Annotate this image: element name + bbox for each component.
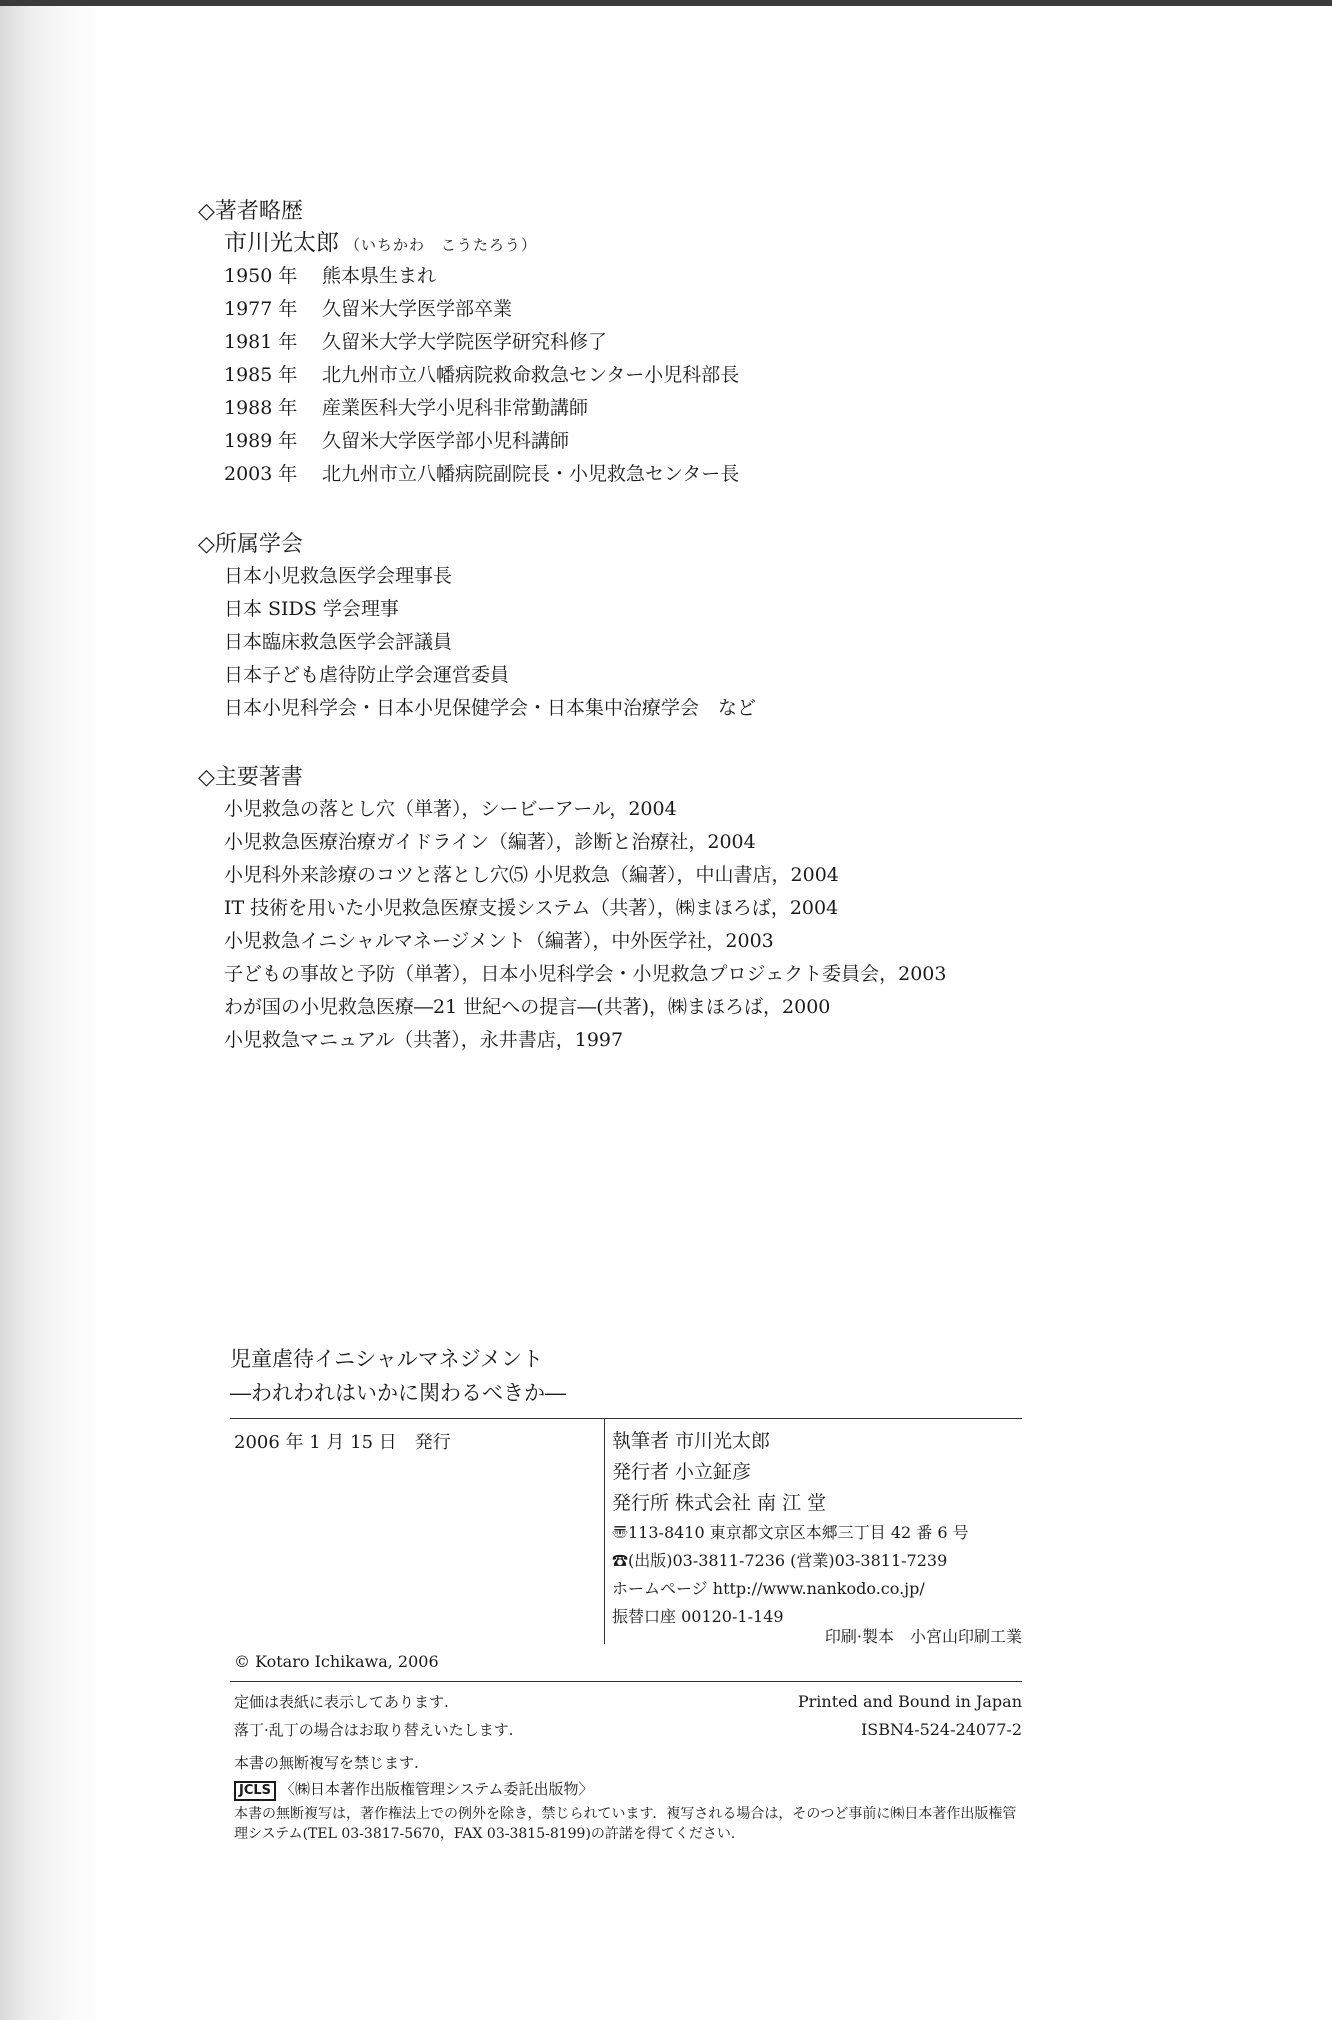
isbn: ISBN4-524-24077-2 <box>860 1720 1022 1739</box>
bio-entry <box>224 326 739 359</box>
work-item: 小児救急イニシャルマネージメント（編著），中外医学社，2003 <box>224 930 774 952</box>
jcls-text: 〈㈱日本著作出版権管理システム委託出版物〉 <box>280 1780 594 1798</box>
author-name: 市川光太郎 <box>224 230 339 256</box>
copy-ban: 本書の無断複写を禁じます. <box>234 1754 419 1772</box>
printer-credit: 印刷·製本 小宮山印刷工業 <box>824 1627 1022 1646</box>
affiliated-societies <box>198 530 756 725</box>
printed-in: Printed and Bound in Japan <box>797 1692 1022 1711</box>
bio-entry-year: 1985 年 <box>224 364 298 386</box>
bio-entry-year: 1977 年 <box>224 298 298 320</box>
bio-entry-text: 久留米大学医学部卒業 <box>322 298 513 320</box>
jcls-badge: JCLS <box>234 1781 276 1801</box>
bio-entry-text: 久留米大学医学部小児科講師 <box>322 430 570 452</box>
publisher-homepage: ホームページ http://www.nankodo.co.jp/ <box>612 1579 925 1598</box>
publisher-address: 〠113-8410 東京都文京区本郷三丁目 42 番 6 号 <box>612 1523 969 1542</box>
bio-entry <box>224 359 739 392</box>
works-list <box>198 793 946 1057</box>
author-name-line <box>224 227 739 260</box>
colophon-bottom-rule <box>230 1681 1022 1682</box>
bio-heading: ◇著者略歴 <box>198 199 303 224</box>
work-item: 小児科外来診療のコツと落とし穴⑸ 小児救急（編著），中山書店，2004 <box>224 864 839 886</box>
work-item: 子どもの事故と予防（単著），日本小児科学会・小児救急プロジェクト委員会，2003 <box>224 963 947 985</box>
bio-entry-text: 産業医科大学小児科非常勤講師 <box>322 397 589 419</box>
publication-date: 2006 年 1 月 15 日 発行 <box>234 1432 451 1453</box>
publisher-account: 振替口座 00120-1-149 <box>612 1607 784 1626</box>
society-item: 日本子ども虐待防止学会運営委員 <box>224 664 510 686</box>
publisher-person: 発行者 小立鉦彦 <box>612 1461 752 1483</box>
bio-entry-year: 1981 年 <box>224 331 298 353</box>
works-heading: ◇主要著書 <box>198 765 303 790</box>
societies-list <box>198 560 756 725</box>
colophon <box>230 1342 1022 1842</box>
society-item: 日本小児救急医学会理事長 <box>224 565 453 587</box>
major-works <box>198 763 946 1057</box>
work-item: 小児救急マニュアル（共著），永井書店，1997 <box>224 1029 624 1051</box>
copy-detail: 本書の無断複写は，著作権法上での例外を除き，禁じられています．複写される場合は，そのつど事前に㈱日本著作出版権管理システム(TEL 03-3817-5670，FAX 03-3815-8199)の許諾を得てください. <box>234 1806 1017 1842</box>
book-title: 児童虐待イニシャルマネジメント <box>230 1347 544 1371</box>
work-item: IT 技術を用いた小児救急医療支援システム（共著），㈱まほろば，2004 <box>224 897 839 919</box>
exchange-note: 落丁·乱丁の場合はお取り替えいたします. <box>234 1721 514 1739</box>
society-item: 日本臨床救急医学会評議員 <box>224 631 453 653</box>
jcls-line <box>234 1776 1024 1802</box>
bio-entry-text: 北九州市立八幡病院副院長・小児救急センター長 <box>322 463 740 485</box>
publisher-info <box>612 1426 969 1631</box>
bio-entries <box>224 260 739 491</box>
bio-entry <box>224 392 739 425</box>
publisher-phone: ☎(出版)03-3811-7236 (営業)03-3811-7239 <box>612 1551 948 1570</box>
notices-right <box>798 1688 1022 1744</box>
book-subtitle: ―われわれはいかに関わるべきか― <box>230 1381 566 1405</box>
author-credit: 執筆者 市川光太郎 <box>612 1430 771 1452</box>
colophon-divider <box>604 1419 605 1644</box>
bio-entry-year: 2003 年 <box>224 463 298 485</box>
author-biography <box>198 197 739 491</box>
work-item: わが国の小児救急医療―21 世紀への提言―(共著)，㈱まほろば，2000 <box>224 996 831 1018</box>
work-item: 小児救急の落とし穴（単著），シービーアール，2004 <box>224 798 677 820</box>
bio-entry <box>224 260 739 293</box>
bio-entry-text: 北九州市立八幡病院救命救急センター小児科部長 <box>322 364 740 386</box>
bio-entry-text: 久留米大学大学院医学研究科修了 <box>322 331 608 353</box>
notices-left <box>234 1688 514 1744</box>
societies-heading: ◇所属学会 <box>198 532 303 557</box>
publisher-company: 発行所 株式会社 南 江 堂 <box>612 1492 827 1514</box>
bio-entry <box>224 425 739 458</box>
bio-entry-year: 1988 年 <box>224 397 298 419</box>
copy-notice <box>234 1750 1024 1844</box>
work-item: 小児救急医療治療ガイドライン（編著），診断と治療社，2004 <box>224 831 756 853</box>
society-item: 日本 SIDS 学会理事 <box>224 598 399 620</box>
society-item: 日本小児科学会・日本小児保健学会・日本集中治療学会 など <box>224 697 757 719</box>
bio-entry <box>224 458 739 491</box>
bio-entry <box>224 293 739 326</box>
price-note: 定価は表紙に表示してあります. <box>234 1693 449 1711</box>
copyright: © Kotaro Ichikawa, 2006 <box>234 1652 439 1671</box>
bio-entry-year: 1989 年 <box>224 430 298 452</box>
bio-entry-text: 熊本県生まれ <box>322 265 437 287</box>
colophon-top-rule <box>230 1418 1022 1419</box>
author-reading: （いちかわ こうたろう） <box>345 236 538 254</box>
bio-entry-year: 1950 年 <box>224 265 298 287</box>
